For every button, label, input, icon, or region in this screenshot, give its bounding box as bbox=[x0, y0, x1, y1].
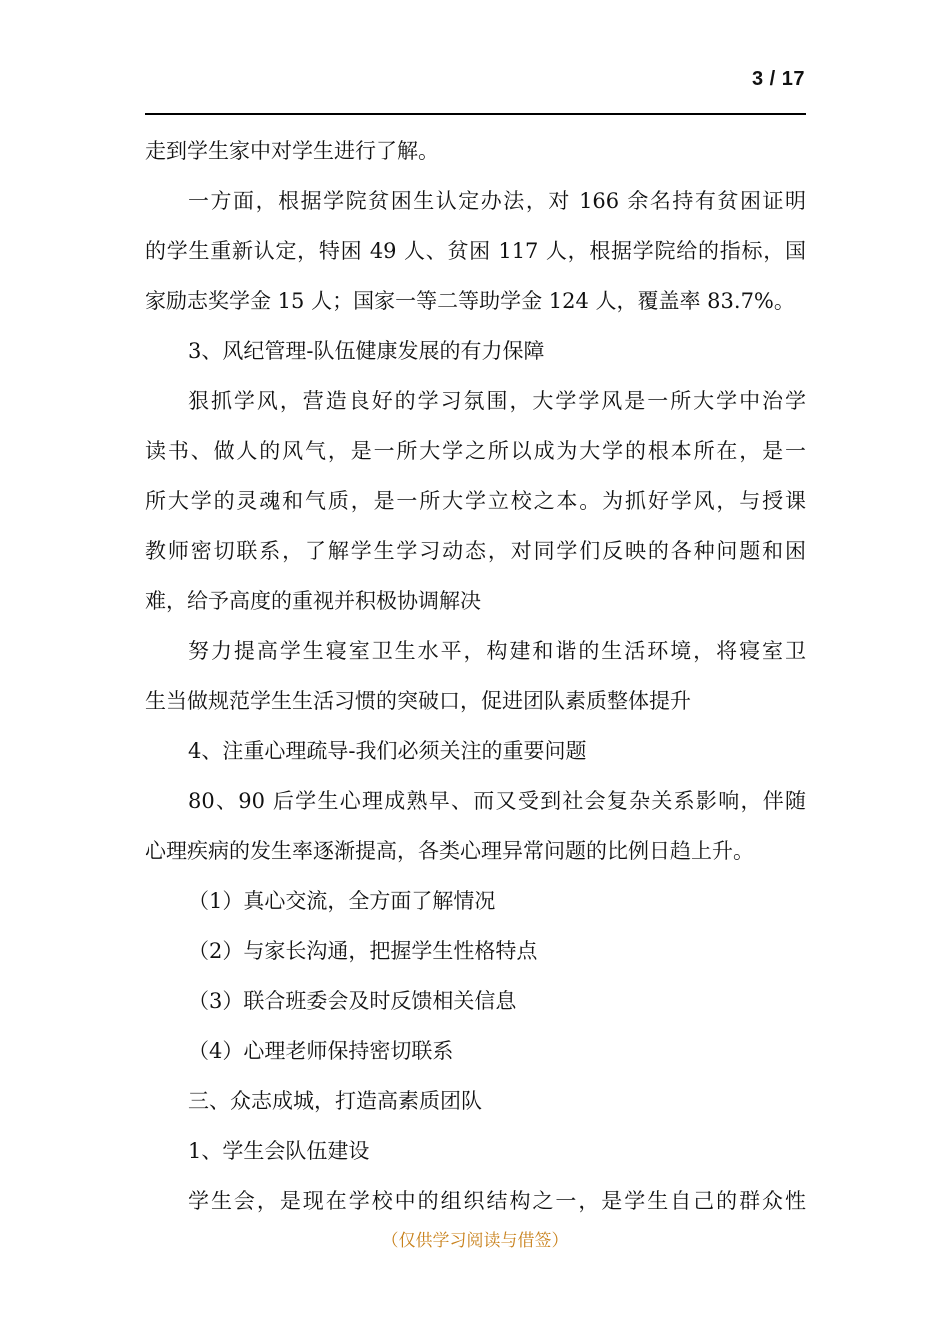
text-line: （3）联合班委会及时反馈相关信息 bbox=[188, 989, 517, 1013]
text-line: 努力提高学生寝室卫生水平，构建和谐的生活环境，将寝室卫 bbox=[188, 639, 806, 663]
text-line: （4）心理老师保持密切联系 bbox=[188, 1039, 454, 1063]
text-line: 三、众志成城，打造高素质团队 bbox=[188, 1089, 482, 1113]
footer-note: （仅供学习阅读与借签） bbox=[381, 1231, 569, 1251]
text-line: 读书、做人的风气，是一所大学之所以成为大学的根本所在，是一 bbox=[145, 439, 806, 463]
text-line: 家励志奖学金 15 人；国家一等二等助学金 124 人，覆盖率 83.7%。 bbox=[145, 289, 795, 313]
header-divider bbox=[145, 113, 806, 115]
text-line: 的学生重新认定，特困 49 人、贫困 117 人，根据学院给的指标，国 bbox=[145, 239, 806, 263]
document-body bbox=[145, 126, 806, 1226]
text-line: 4、注重心理疏导-我们必须关注的重要问题 bbox=[188, 739, 587, 763]
text-line: （1）真心交流，全方面了解情况 bbox=[188, 889, 496, 913]
text-line: 心理疾病的发生率逐渐提高，各类心理异常问题的比例日趋上升。 bbox=[145, 839, 754, 863]
text-line: 80、90 后学生心理成熟早、而又受到社会复杂关系影响，伴随 bbox=[188, 789, 806, 813]
text-line: 走到学生家中对学生进行了解。 bbox=[145, 139, 439, 163]
text-line: 难，给予高度的重视并积极协调解决 bbox=[145, 589, 481, 613]
text-line: 狠抓学风，营造良好的学习氛围，大学学风是一所大学中治学 bbox=[188, 389, 806, 413]
page-number: 3 / 17 bbox=[751, 68, 805, 90]
text-line: 一方面，根据学院贫困生认定办法，对 166 余名持有贫困证明 bbox=[188, 189, 806, 213]
text-line: 所大学的灵魂和气质，是一所大学立校之本。为抓好学风，与授课 bbox=[145, 489, 806, 513]
text-line: 3、风纪管理-队伍健康发展的有力保障 bbox=[188, 339, 545, 363]
text-line: （2）与家长沟通，把握学生性格特点 bbox=[188, 939, 538, 963]
text-line: 生当做规范学生生活习惯的突破口，促进团队素质整体提升 bbox=[145, 689, 691, 713]
text-line: 学生会，是现在学校中的组织结构之一，是学生自己的群众性 bbox=[188, 1189, 806, 1213]
text-line: 1、学生会队伍建设 bbox=[188, 1139, 370, 1163]
text-line: 教师密切联系，了解学生学习动态，对同学们反映的各种问题和困 bbox=[145, 539, 806, 563]
